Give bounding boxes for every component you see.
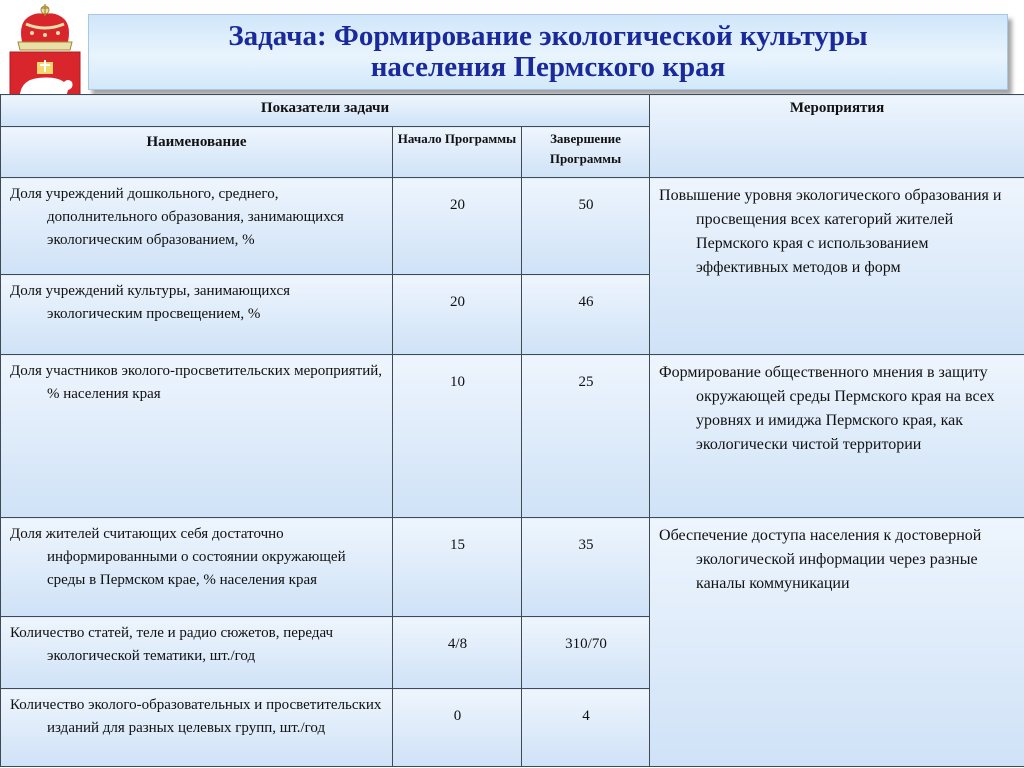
indicator-name: Количество статей, теле и радио сюжетов, передач экологической тематики, шт./год [10, 625, 334, 664]
indicator-end: 50 [522, 178, 650, 275]
indicator-end: 310/70 [522, 617, 650, 689]
indicator-name: Количество эколого-образовательных и просветительских изданий для разных целевых групп, шт./год [10, 697, 382, 736]
indicator-end: 4 [522, 689, 650, 767]
activity-text: Обеспечение доступа населения к достоверной экологической информации через разные каналы коммуникации [659, 527, 982, 592]
header-end: Завершение Программы [522, 127, 650, 178]
table-row [1, 355, 1024, 518]
indicator-start: 10 [393, 355, 522, 518]
indicator-name: Доля учреждений культуры, занимающихся экологическим просвещением, % [10, 283, 291, 322]
title-banner [88, 14, 1008, 90]
header-activities: Мероприятия [650, 95, 1024, 178]
indicator-start: 20 [393, 275, 522, 355]
header-start: Начало Программы [393, 127, 522, 178]
table-row [1, 518, 1024, 617]
indicator-name: Доля участников эколого-просветительских мероприятий, % населения края [10, 363, 383, 402]
indicator-start: 20 [393, 178, 522, 275]
page-title-line1: Задача: Формирование экологической культуры [228, 20, 868, 52]
indicator-start: 4/8 [393, 617, 522, 689]
page-title-line2: населения Пермского края [370, 51, 726, 83]
table-row [1, 178, 1024, 275]
indicator-name: Доля жителей считающих себя достаточно информированными о состоянии окружающей среды в Пермском крае, % населения края [10, 526, 346, 588]
header-name: Наименование [1, 127, 393, 178]
indicator-end: 46 [522, 275, 650, 355]
indicator-end: 25 [522, 355, 650, 518]
crown-icon [18, 4, 72, 50]
indicator-start: 15 [393, 518, 522, 617]
indicator-name: Доля учреждений дошкольного, среднего, дополнительного образования, занимающихся экологическим образованием, % [10, 186, 344, 248]
indicator-end: 35 [522, 518, 650, 617]
indicators-table [0, 94, 1024, 767]
activity-text: Повышение уровня экологического образования и просвещения всех категорий жителей Пермского края с использованием эффективных методов и форм [659, 187, 1002, 276]
indicator-start: 0 [393, 689, 522, 767]
header-indicators: Показатели задачи [1, 95, 650, 127]
activity-text: Формирование общественного мнения в защиту окружающей среды Пермского края на всех уровнях и имиджа Пермского края, как экологически чистой территории [659, 364, 995, 453]
